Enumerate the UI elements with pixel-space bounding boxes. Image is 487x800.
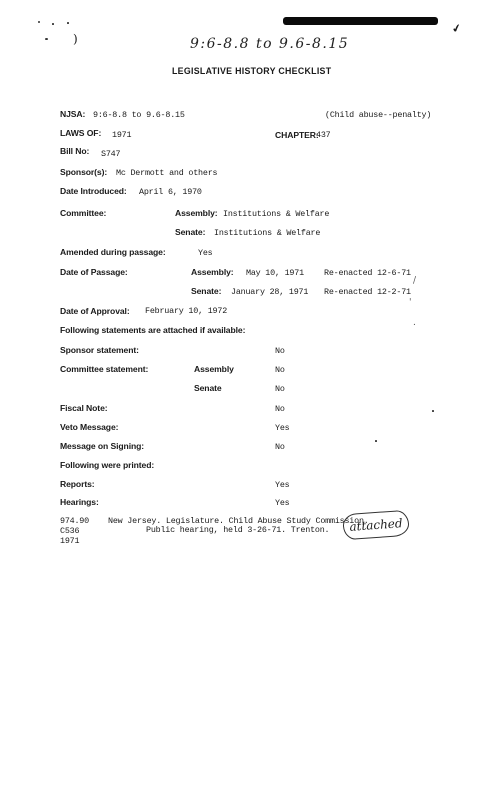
date-introduced-label: Date Introduced:	[60, 186, 127, 196]
margin-mark: '	[409, 298, 412, 308]
veto-message-value: Yes	[275, 423, 290, 433]
committee-statement-senate-label: Senate	[194, 383, 222, 393]
committee-statement-assembly-value: No	[275, 365, 285, 375]
committee-statement-senate-value: No	[275, 384, 285, 394]
hearings-value: Yes	[275, 498, 290, 508]
scan-speck	[67, 22, 69, 24]
sponsor-statement-value: No	[275, 346, 285, 356]
call-number-line-1: 974.90	[60, 516, 89, 526]
committee-statement-label: Committee statement:	[60, 364, 149, 374]
date-introduced-value: April 6, 1970	[139, 187, 202, 197]
veto-message-label: Veto Message:	[60, 422, 119, 432]
laws-of-value: 1971	[112, 130, 132, 140]
redaction-bar	[283, 17, 438, 25]
passage-senate-label: Senate:	[191, 286, 222, 296]
passage-senate-note: Re-enacted 12-2-71	[324, 287, 411, 297]
reports-label: Reports:	[60, 479, 95, 489]
statements-intro: Following statements are attached if available:	[60, 325, 246, 335]
check-mark-icon: ✔	[450, 21, 463, 36]
signing-message-value: No	[275, 442, 285, 452]
passage-assembly-note: Re-enacted 12-6-71	[324, 268, 411, 278]
passage-label: Date of Passage:	[60, 267, 128, 277]
chapter-value: 437	[316, 130, 331, 140]
margin-mark: .	[413, 318, 416, 328]
handwritten-statute-range: 9:6-8.8 to 9.6-8.15	[190, 36, 350, 52]
committee-assembly-label: Assembly:	[175, 208, 218, 218]
scan-speck	[45, 38, 48, 40]
bill-no-label: Bill No:	[60, 146, 90, 156]
chapter-label: CHAPTER:	[275, 130, 319, 140]
reports-value: Yes	[275, 480, 290, 490]
committee-label: Committee:	[60, 208, 107, 218]
page-title: LEGISLATIVE HISTORY CHECKLIST	[172, 66, 332, 76]
signing-message-label: Message on Signing:	[60, 441, 145, 451]
fiscal-note-value: No	[275, 404, 285, 414]
fiscal-note-label: Fiscal Note:	[60, 403, 108, 413]
amended-label: Amended during passage:	[60, 247, 166, 257]
call-number-line-2: C536	[60, 526, 80, 536]
sponsors-label: Sponsor(s):	[60, 167, 108, 177]
passage-assembly-value: May 10, 1971	[246, 268, 304, 278]
scan-speck	[375, 440, 377, 442]
scan-bracket-mark: )	[73, 32, 78, 46]
passage-assembly-label: Assembly:	[191, 267, 234, 277]
committee-senate-value: Institutions & Welfare	[214, 228, 321, 238]
call-number-line-3: 1971	[60, 536, 80, 546]
committee-assembly-value: Institutions & Welfare	[223, 209, 330, 219]
sponsor-statement-label: Sponsor statement:	[60, 345, 139, 355]
sponsors-value: Mc Dermott and others	[116, 168, 218, 178]
amended-value: Yes	[198, 248, 213, 258]
approval-label: Date of Approval:	[60, 306, 130, 316]
committee-senate-label: Senate:	[175, 227, 206, 237]
passage-senate-value: January 28, 1971	[231, 287, 309, 297]
bill-no-value: S747	[101, 149, 121, 159]
scan-speck	[52, 23, 54, 25]
approval-value: February 10, 1972	[145, 306, 228, 316]
printed-intro: Following were printed:	[60, 460, 155, 470]
subject-value: (Child abuse--penalty)	[325, 110, 432, 120]
margin-mark: /	[413, 276, 417, 286]
njsa-label: NJSA:	[60, 109, 86, 119]
scan-speck	[432, 410, 434, 412]
njsa-value: 9:6-8.8 to 9.6-8.15	[93, 110, 185, 120]
hearings-label: Hearings:	[60, 497, 99, 507]
scan-speck	[38, 21, 40, 23]
citation-line-1: New Jersey. Legislature. Child Abuse Study Commission.	[108, 516, 369, 526]
attached-handwritten-note: attached	[342, 510, 410, 541]
laws-of-label: LAWS OF:	[60, 128, 102, 138]
citation-line-2: Public hearing, held 3-26-71. Trenton.	[146, 525, 330, 535]
committee-statement-assembly-label: Assembly	[194, 364, 234, 374]
